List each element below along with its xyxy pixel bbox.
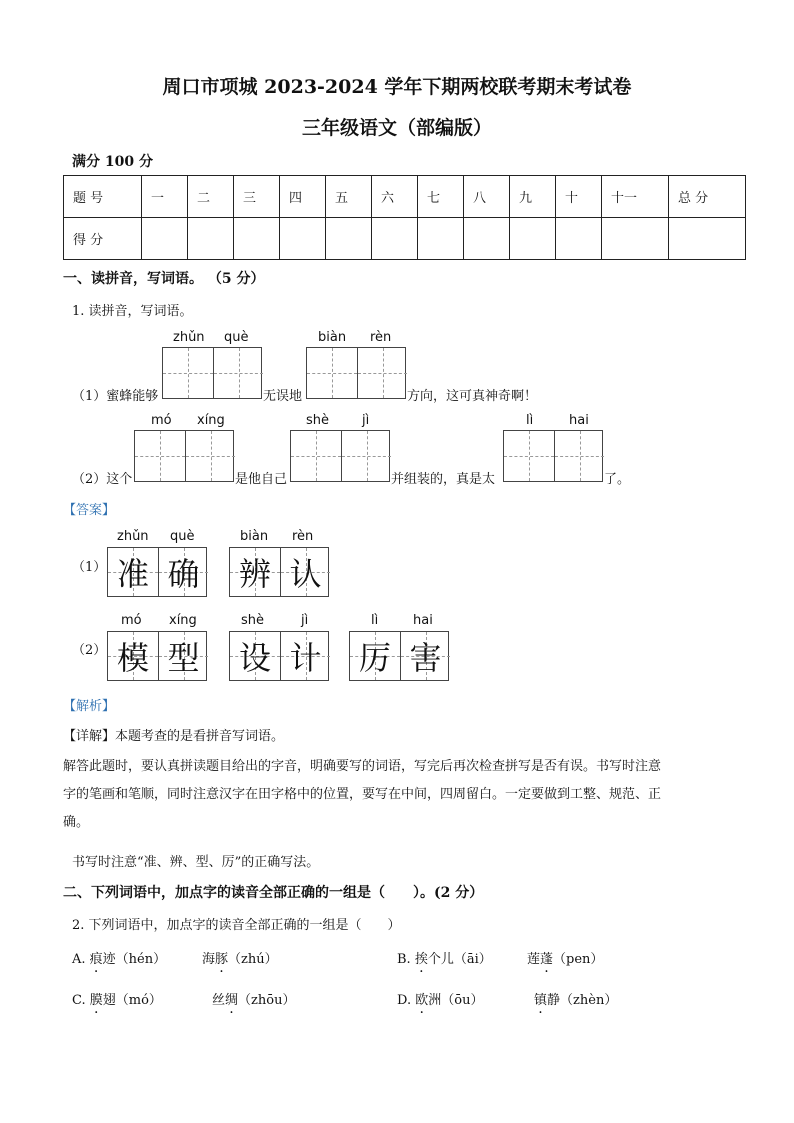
- pinyin-label: shè: [306, 413, 330, 428]
- dotted-character: 镇: [534, 993, 548, 1008]
- option-text: 莲: [527, 952, 541, 967]
- sentence-text: 无误地: [263, 389, 303, 404]
- pinyin-label: jì: [301, 613, 309, 628]
- option-text: 个儿（āi）: [427, 952, 492, 967]
- option-text: 洲（ōu）: [428, 993, 484, 1008]
- score-entry-cell[interactable]: [556, 218, 602, 260]
- option-label: B.: [397, 952, 415, 967]
- option-text: （pen）: [553, 952, 604, 967]
- pinyin-label: zhǔn: [117, 529, 149, 544]
- score-entry-cell[interactable]: [326, 218, 372, 260]
- score-entry-cell[interactable]: [418, 218, 464, 260]
- option-label: D.: [397, 993, 416, 1008]
- answer-label: 【答案】: [63, 503, 116, 518]
- table-cell: 二: [188, 176, 234, 218]
- option-a-word2: [202, 948, 278, 967]
- score-entry-cell[interactable]: [669, 218, 746, 260]
- pinyin-label: què: [170, 529, 195, 544]
- score-entry-cell[interactable]: [280, 218, 326, 260]
- writing-grid-blank[interactable]: [134, 430, 234, 482]
- question-2: 2. 下列词语中，加点字的读音全部正确的一组是（ ）: [72, 918, 401, 933]
- writing-grid-blank[interactable]: [290, 430, 390, 482]
- answer-row-label: （1）: [72, 560, 107, 575]
- answer-character: 确: [167, 555, 200, 593]
- dotted-character: 痕: [89, 952, 103, 967]
- sentence-text: （1）蜜蜂能够: [72, 389, 159, 404]
- answer-grid: [107, 547, 207, 597]
- score-entry-cell[interactable]: [234, 218, 280, 260]
- option-c-word2: [212, 989, 295, 1008]
- option-b[interactable]: [397, 948, 492, 967]
- option-text: 翅（mó）: [102, 993, 162, 1008]
- table-cell: 六: [372, 176, 418, 218]
- pinyin-label: rèn: [292, 529, 314, 544]
- sentence-text: 是他自己: [235, 472, 288, 487]
- sentence-text: （2）这个: [72, 472, 133, 487]
- table-cell: 九: [510, 176, 556, 218]
- table-cell: 题 号: [64, 176, 142, 218]
- dotted-character: 欧: [415, 993, 429, 1008]
- sentence-text: 了。: [604, 472, 631, 487]
- writing-note: 书写时注意“准、辨、型、厉”的正确写法。: [72, 855, 320, 870]
- pinyin-label: xíng: [169, 613, 197, 628]
- sentence-text: 方向，这可真神奇啊！: [407, 389, 538, 404]
- score-entry-cell[interactable]: [464, 218, 510, 260]
- full-score: 满分 100 分: [72, 154, 153, 170]
- pinyin-label: hai: [413, 613, 433, 628]
- option-label: C.: [72, 993, 90, 1008]
- table-cell: 十一: [602, 176, 669, 218]
- table-cell: 十: [556, 176, 602, 218]
- answer-grid: [349, 631, 449, 681]
- question-1: 1. 读拼音，写词语。: [72, 304, 193, 319]
- option-d[interactable]: [397, 989, 483, 1008]
- table-cell: 得 分: [64, 218, 142, 260]
- dotted-character: 绸: [225, 993, 239, 1008]
- score-entry-cell[interactable]: [188, 218, 234, 260]
- writing-grid-blank[interactable]: [162, 347, 262, 399]
- answer-character: 准: [116, 555, 149, 593]
- score-entry-cell[interactable]: [510, 218, 556, 260]
- answer-character: 害: [409, 639, 442, 677]
- table-cell: 总 分: [669, 176, 746, 218]
- option-c[interactable]: [72, 989, 162, 1008]
- option-text: （zhú）: [228, 952, 278, 967]
- pinyin-label: hai: [569, 413, 589, 428]
- score-entry-cell[interactable]: [602, 218, 669, 260]
- score-entry-cell[interactable]: [372, 218, 418, 260]
- option-text: （zhōu）: [238, 993, 296, 1008]
- answer-grid: [229, 631, 329, 681]
- pinyin-label: biàn: [240, 529, 269, 544]
- pinyin-label: shè: [241, 613, 265, 628]
- table-cell: 四: [280, 176, 326, 218]
- answer-character: 计: [289, 639, 322, 677]
- pinyin-label: lì: [526, 413, 534, 428]
- section2-heading: 二、下列词语中，加点字的读音全部正确的一组是（ ）。(2 分）: [63, 885, 484, 901]
- dotted-character: 挨: [414, 952, 428, 967]
- option-b-word2: [527, 948, 603, 967]
- answer-character: 设: [238, 639, 271, 677]
- detail-text: 【详解】本题考查的是看拼音写词语。: [63, 729, 285, 744]
- pinyin-label: mó: [121, 613, 142, 628]
- score-table-header-row: [64, 176, 746, 218]
- option-text: 丝: [212, 993, 226, 1008]
- option-text: 迹（hén）: [102, 952, 167, 967]
- option-text: 静: [547, 993, 561, 1008]
- writing-grid-blank[interactable]: [306, 347, 406, 399]
- answer-character: 辨: [238, 555, 271, 593]
- pinyin-label: què: [224, 330, 249, 345]
- score-table-score-row: [64, 218, 746, 260]
- pinyin-label: xíng: [197, 413, 225, 428]
- pinyin-label: zhǔn: [173, 330, 205, 345]
- option-text: （zhèn）: [560, 993, 618, 1008]
- pinyin-label: mó: [151, 413, 172, 428]
- analysis-label: 【解析】: [63, 699, 116, 714]
- table-cell: 五: [326, 176, 372, 218]
- dotted-character: 蓬: [540, 952, 554, 967]
- analysis-paragraph: [63, 753, 733, 837]
- pinyin-label: biàn: [318, 330, 347, 345]
- answer-row-label: （2）: [72, 643, 107, 658]
- option-label: A.: [72, 952, 90, 967]
- analysis-line: 确。: [63, 815, 90, 830]
- score-entry-cell[interactable]: [142, 218, 188, 260]
- option-text: 海: [202, 952, 216, 967]
- pinyin-label: rèn: [370, 330, 392, 345]
- table-cell: 三: [234, 176, 280, 218]
- answer-character: 厉: [358, 639, 391, 677]
- writing-grid-blank[interactable]: [503, 430, 603, 482]
- option-d-word2: [534, 989, 617, 1008]
- table-cell: 八: [464, 176, 510, 218]
- sentence-text: 并组装的，真是太: [391, 472, 496, 487]
- answer-character: 型: [167, 639, 200, 677]
- exam-subtitle: 三年级语文（部编版）: [301, 117, 492, 139]
- section1-heading: 一、读拼音，写词语。 （5 分）: [63, 271, 265, 287]
- table-cell: 七: [418, 176, 464, 218]
- pinyin-label: lì: [371, 613, 379, 628]
- analysis-line: 解答此题时，要认真拼读题目给出的字音，明确要写的词语，写完后再次检查拼写是否有误。书写时注意: [63, 759, 662, 774]
- answer-grid: [107, 631, 207, 681]
- exam-title: 周口市项城 2023-2024 学年下期两校联考期末考试卷: [162, 76, 632, 98]
- table-cell: 一: [142, 176, 188, 218]
- score-table: [63, 175, 746, 260]
- dotted-character: 膜: [89, 993, 103, 1008]
- answer-grid: [229, 547, 329, 597]
- pinyin-label: jì: [362, 413, 370, 428]
- analysis-line: 字的笔画和笔顺，同时注意汉字在田字格中的位置，要写在中间，四周留白。一定要做到工整、规范、正: [63, 787, 662, 802]
- dotted-character: 豚: [215, 952, 229, 967]
- answer-character: 认: [289, 555, 322, 593]
- answer-character: 模: [116, 639, 149, 677]
- option-a[interactable]: [72, 948, 166, 967]
